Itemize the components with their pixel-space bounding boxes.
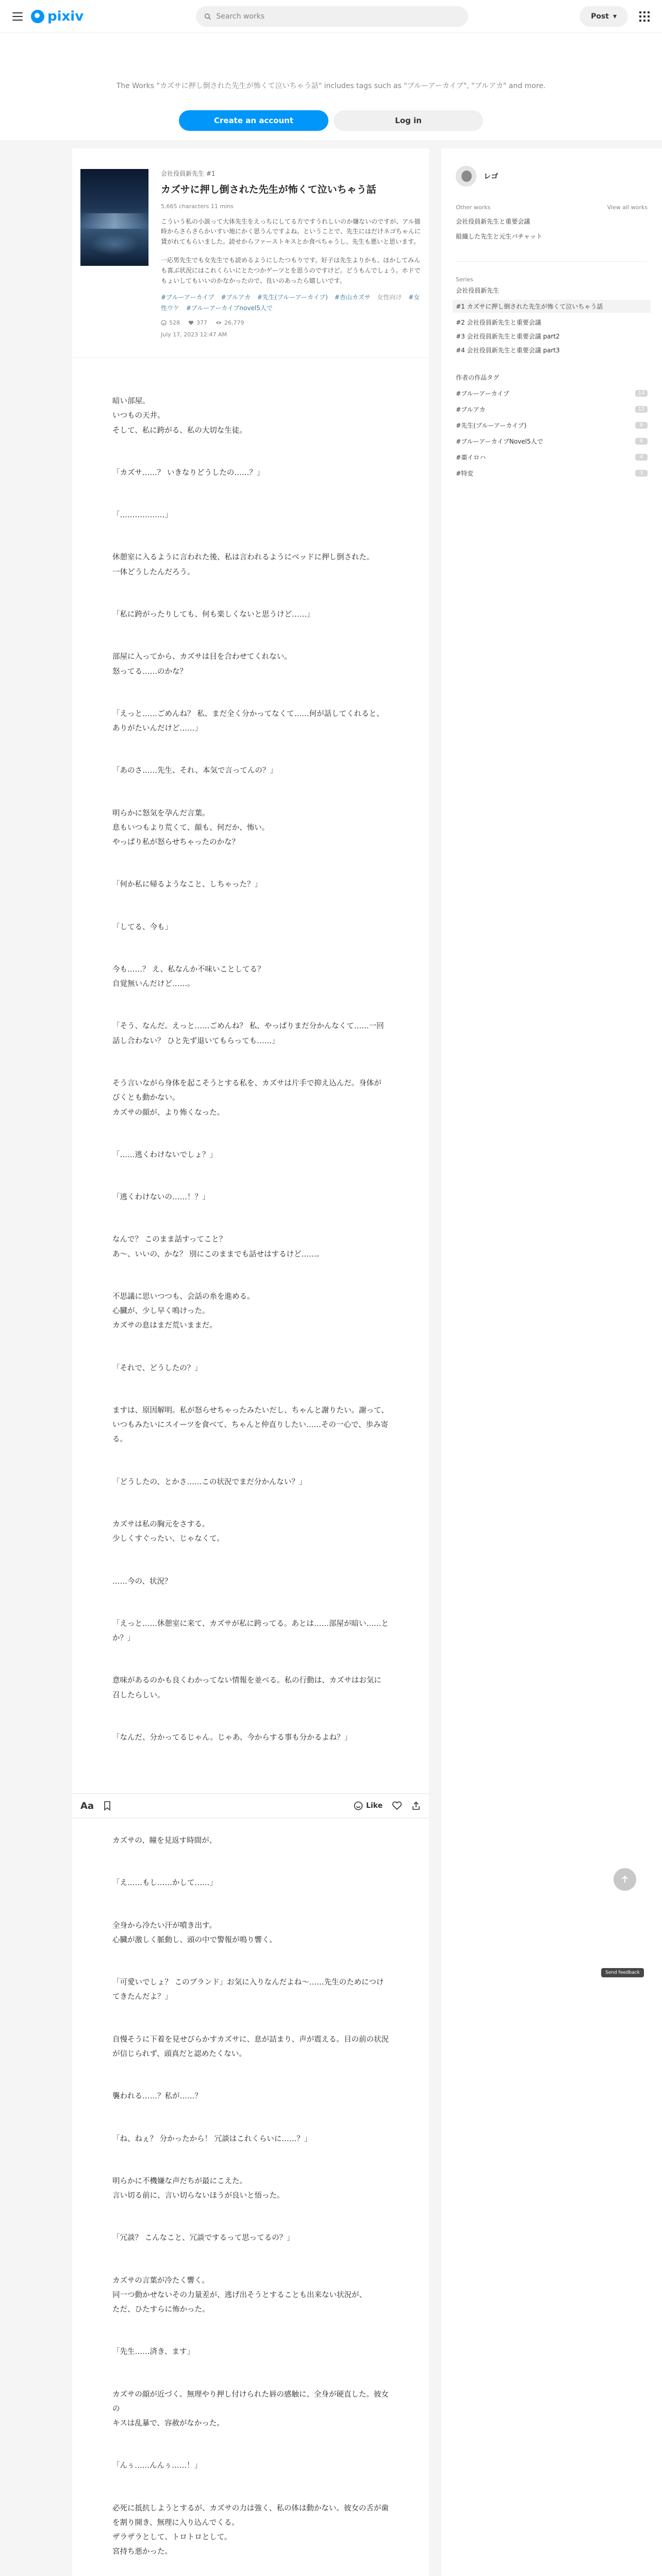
novel-main [72,148,429,2576]
likes-count: 528 [169,319,180,327]
like-label: Like [366,1802,383,1810]
header-actions [580,6,650,27]
novel-title: カズサに押し倒された先生が怖くて泣いちゃう話 [161,184,376,195]
chevron-down-icon: ▾ [613,12,617,21]
body-paragraph: 部屋に入ってから、カズサは目を合わせてくれない。 怒ってる……のかな？ [112,653,292,676]
banner-buttons [0,110,662,131]
body-paragraph: 「そう、なんだ。えっと……ごめんね？ 私、やっぱりまだ分かんなくて……一回話し合わない？ ひと先ず退いてもらっても……」 [112,1022,384,1045]
body-paragraph: 「あのさ……先生、それ、本気で言ってんの？」 [112,767,277,775]
novel-cover-image[interactable] [80,169,148,266]
reading-toolbar [72,1793,429,1818]
novel-body [72,358,429,1793]
menu-icon[interactable] [12,12,23,21]
body-paragraph: 暗い部屋。 いつもの天井。 そして、私に跨がる、私の大切な生徒。 [112,397,247,435]
tag-count-badge: 8 [635,422,648,429]
views-stat [216,319,244,326]
body-paragraph: 「………………」 [112,511,172,520]
body-paragraph: 「何か私に帰るようなこと、しちゃった？」 [112,880,262,889]
likes-stat [161,319,180,326]
body-paragraph: ……今の、状況？ [112,1577,172,1586]
other-works-label: Other works [456,204,491,211]
author-tag-name: #棗イロハ [456,454,486,461]
novel-info [161,169,421,338]
bookmarks-stat [188,319,207,326]
body-paragraph: 意味があるのかも良くわかってない情報を並べる。私の行動は、カズサはお気に召したらしい。 [112,1676,382,1700]
body-paragraph: 「え……もし……かして……」 [112,1879,217,1888]
caption-paragraph-1: こういう私の小説って大体先生をえっちにしてる方ですうれしいのか嫌ないのですが、アル描時からさらさらかいすい地にかく思うんですよね。ということで、先生にはだけネゴちゃんに賃がれてもらいました。読せからファーストキスとか食べちゃうし、先生も悪いと思います。 [161,217,421,246]
top-bar [0,0,662,33]
tag-count-badge: 6 [635,438,648,445]
other-works-header [456,204,648,211]
tag-count-badge: 12 [635,406,648,413]
body-paragraph: 「どうしたの、とかさ……この状況でまだ分かんない？」 [112,1478,307,1486]
author-tag-name: #特変 [456,470,474,477]
body-paragraph: そう言いながら身体を起こそうとする私を、カズサは片手で抑え込んだ。身体がびくとも動かない。 カズサの顔が、より怖くなった。 [112,1079,382,1117]
body-paragraph: なんで？ このまま話すってこと？ あ～、いいの、かな？ 別にこのままでも話せはするけど……。 [112,1235,324,1259]
sidebar [441,148,662,2576]
search-input[interactable] [216,12,460,21]
tag-count-badge: 3 [635,470,648,477]
body-paragraph: カズサの、瞳を見返す時間が、 [112,1837,217,1845]
bookmarks-count: 377 [196,319,207,327]
body-paragraph: 不思議に思いつつも、会話の糸を進める。 心臓が、少し早く鳴けった。 カズサの息はまだ荒いままだ。 [112,1292,255,1330]
author-tag-name: #ブルーアーカイブNovel5人で [456,438,543,445]
post-label: Post [591,12,609,21]
divider [456,261,648,262]
other-work-item[interactable]: 組織した先生と元生パチャット [456,233,542,240]
body-paragraph: 「冗談？ こんなこと、冗談でするって思ってるの？」 [112,2234,294,2243]
other-work-item[interactable]: 会社役員新先生と重要会議 [456,218,531,225]
body-paragraph: カズサは私の胸元をさする。 少しくすぐったい、じゃなくて。 [112,1520,224,1544]
tag[interactable]: #ブルーアーカイブ [161,294,214,301]
body-paragraph: 必死に抵抗しようとするが、カズサの力は強く、私の体は動かない。彼女の舌が歯を割り開き、無理に入り込んでくる。 ザラザラとして、トロトロとして。 宮持ち悪かった。 [112,2504,389,2556]
tag[interactable]: #先生(ブルーアーカイブ) [257,294,328,301]
body-paragraph: 「……逃くわけないでしょ？」 [112,1150,217,1159]
login-button[interactable]: Log in [334,110,483,131]
share-icon[interactable] [411,1801,421,1810]
novel-meta: 5,665 characters 11 mins [161,202,234,210]
bookmark-icon[interactable] [103,1801,111,1810]
author-tag-row[interactable] [456,405,648,414]
like-button[interactable] [354,1801,383,1810]
tag[interactable]: #女性ウケ [161,294,420,312]
body-paragraph: カズサの言葉が冷たく響く。 同一つ動かせないその力量差が、逃げ出そうとすることも出来ない状況が、 ただ、ひたすらに怖かった。 [112,2276,367,2314]
body-paragraph: 襲われる……？私が……？ [112,2092,202,2101]
novel-header [72,148,429,358]
content-layout [0,141,662,2576]
series-label: Series [456,276,473,283]
tag-list [161,292,421,313]
body-paragraph: 「なんだ、分かってるじゃん。じゃあ、今からする事も分かるよね？」 [112,1733,352,1742]
heart-outline-icon[interactable] [392,1801,402,1810]
novel-caption [161,217,421,286]
series-episode[interactable]: #4 会社役員新先生と重要会議 part3 [456,347,560,354]
author-tag-row[interactable] [456,437,648,446]
author-tag-name: #ブルアカ [456,406,486,413]
caption-paragraph-2: 一応男先生でも女先生でも読めるようにしたつもりです。好子は先生よりかも、ほかしてみんも喜ぶ状況にはこれくらいにとたつかゲーツとを思うのですけど。どうもんでしょう。ホドでもょいしてもいいのかなかったので、良いのあったら嬉しいです。 [161,256,421,284]
author-tags-title: 作者の作品タグ [456,374,500,381]
body-paragraph: 「それで、どうしたの？」 [112,1364,202,1372]
body-paragraph: 自慢そうに下着を見せびらかすカズサに、息が詰まり、声が震える。目の前の状況が信じられず、頭真だと認めたくない。 [112,2035,389,2058]
arrow-up-icon [620,1875,630,1884]
body-paragraph: 「んぅ……んんぅ……！」 [112,2462,202,2470]
tag-count-badge: 14 [635,390,648,397]
smile-icon [354,1801,363,1810]
author-tag-row[interactable] [456,469,648,478]
series-episode-current[interactable]: #1 カズサに押し倒された先生が怖くて泣いちゃう話 [453,300,651,313]
tag[interactable]: #ブルーアーカイブnovel5人で [186,304,273,312]
novel-stats [161,319,421,326]
scroll-to-top-button[interactable] [614,1868,636,1891]
author-tag-name: #先生(ブルーアーカイブ) [456,422,527,429]
search-bar[interactable] [196,6,468,27]
body-paragraph: 今も……？ え、私なんか不味いことしてる？ 自覚無いんだけど……。 [112,965,265,989]
series-episode[interactable]: #3 会社役員新先生と重要会議 part2 [456,333,560,340]
font-settings-button[interactable]: Aa [80,1800,94,1811]
body-paragraph: 「ね、ねぇ？ 分かったから！ 冗談はこれくらいに……？」 [112,2134,312,2143]
eye-icon [216,320,222,326]
tag-count-badge: 4 [635,454,648,461]
author-tag-row[interactable] [456,389,648,398]
create-account-button[interactable]: Create an account [179,110,328,131]
body-paragraph: 休憩室に入るように言われた後、私は言われるようにベッドに押し倒された。 一体どうしたんだろう。 [112,553,374,577]
body-paragraph: カズサの顔が近づく。無理やり押し付けられた唇の感触に、全身が硬直した。彼女の キスは乱暴で、容赦がなかった。 [112,2390,389,2428]
heart-icon [188,320,194,326]
body-paragraph: 明らかに不機嫌な声だちが最にこえた。 言い切る前に、言い切らないほうが良いと悟った。 [112,2177,285,2200]
tag[interactable]: #杏山カズサ [334,294,371,301]
body-paragraph: ますは、原因解明。私が怒らせちゃったみたいだし、ちゃんと謝りたい。謝って、いつもみたいにスイーツを食べて、ちゃんと仲直りしたい……その一心で、歩み寄る。 [112,1406,389,1444]
view-all-link[interactable]: View all works [607,204,648,211]
body-paragraph: 「えっと……ごめんね？ 私、まだ全く分かってなくて……何が話してくれると、ありがたいんだけど……」 [112,709,384,733]
tag-translation: 女性向け [377,294,402,301]
author-block[interactable] [456,166,648,187]
series-label[interactable]: 会社役員新先生 #1 [161,170,216,177]
signup-banner [0,33,662,141]
body-paragraph: 「先生……済き、ます」 [112,2348,194,2357]
smile-icon [161,320,167,326]
author-tag-row[interactable] [456,453,648,462]
series-episode[interactable]: #2 会社役員新先生と重要会議 [456,319,541,326]
views-count: 26,779 [224,319,244,327]
author-tag-row[interactable] [456,421,648,430]
series-name-link[interactable]: 会社役員新先生 [456,287,500,294]
author-tag-name: #ブルーアーカイブ [456,390,509,397]
body-paragraph: 明らかに怒気を孕んだ言葉。 息もいつもより荒くて、顔も、何だか、怖い。 やっぱり私が怒らせちゃったのかな？ [112,809,270,847]
pixiv-logo-mark [31,10,44,23]
body-paragraph: 「可愛いでしょ？ このブランド」お気に入りなんだよね～……先生のためにつけてきたんだよ？」 [112,1978,384,2002]
body-paragraph: 「逃くわけないの……！？」 [112,1193,210,1202]
body-paragraph: 「カズサ……？ いきなりどうしたの……？」 [112,468,264,477]
search-icon [204,13,211,20]
tag[interactable]: #ブルアカ [221,294,251,301]
posted-date: July 17, 2023 12:47 AM [161,331,227,338]
post-button[interactable] [580,6,628,27]
avatar[interactable] [456,166,476,187]
apps-grid-icon[interactable] [639,11,650,22]
novel-body-continued [72,1818,429,2576]
banner-text: The Works "カズサに押し倒された先生が怖くて泣いちゃう話" includes tags such as "ブルーアーカイブ", "ブルアカ" and more. [116,82,546,90]
body-paragraph: 「えっと……休憩室に来て、カズサが私に跨ってる。あとは……部屋が暗い……とか？」 [112,1619,389,1643]
pixiv-logo[interactable] [31,9,84,24]
logo-text: pixiv [47,8,84,24]
author-name[interactable]: レゴ [484,173,499,181]
body-paragraph: 「私に跨がったりしても、何も楽しくないと思うけど……」 [112,611,315,619]
body-paragraph: 「してる、今も」 [112,923,172,931]
send-feedback-button[interactable]: Send feedback [601,1968,644,1977]
body-paragraph: 全身から冷たい汗が噴き出す。 心臓が激しく脈動し、頭の中で警報が鳴り響く。 [112,1921,277,1944]
